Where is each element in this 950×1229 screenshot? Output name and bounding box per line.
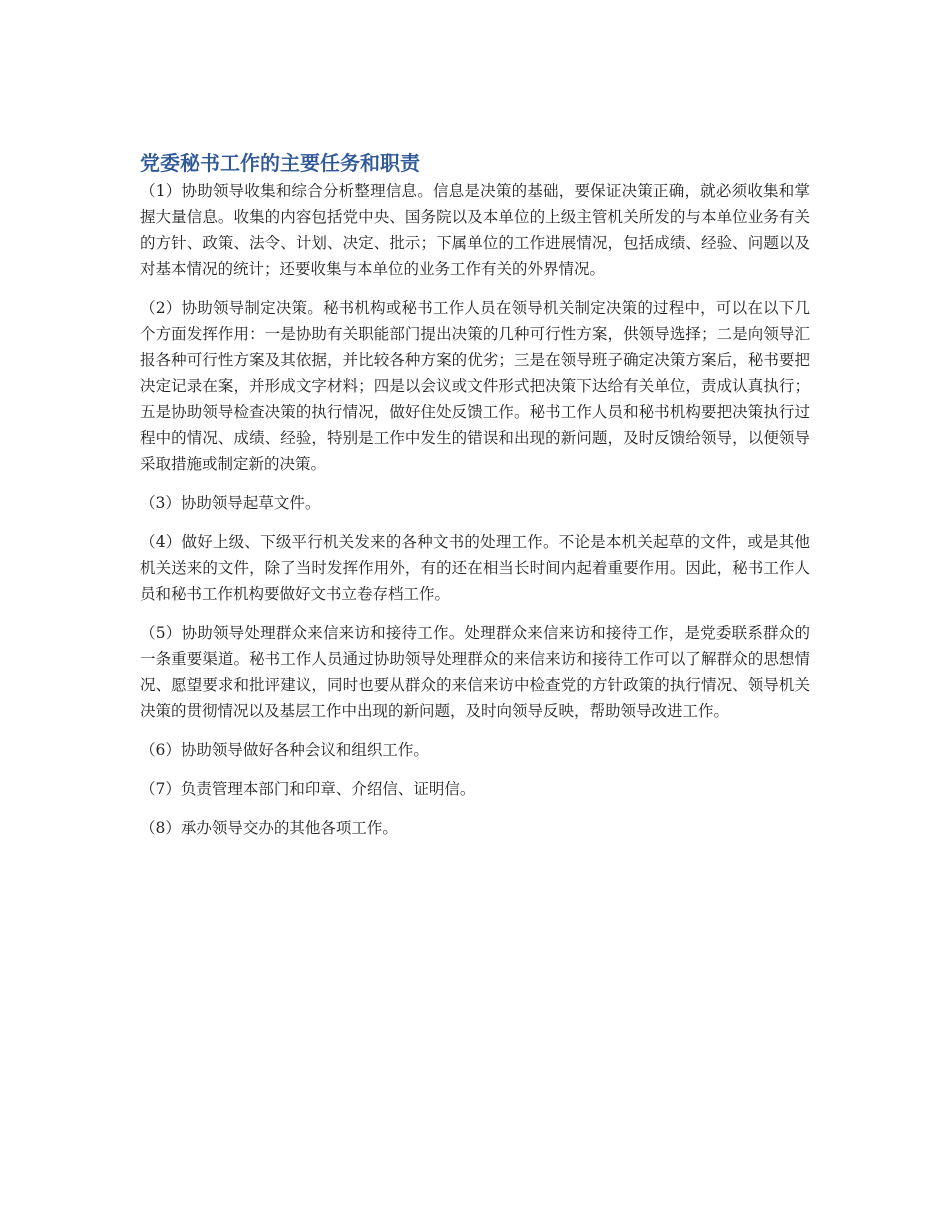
paragraph-2: （2）协助领导制定决策。秘书机构或秘书工作人员在领导机关制定决策的过程中，可以在以下几个方面发挥作用：一是协助有关职能部门提出决策的几种可行性方案，供领导选择；二是向领导汇报各种可行性方案及其依据，并比较各种方案的优劣；三是在领导班子确定决策方案后，秘书要把决定记录在案，并形成文字材料；四是以会议或文件形式把决策下达给有关单位，责成认真执行；五是协助领导检查决策的执行情况，做好住处反馈工作。秘书工作人员和秘书机构要把决策执行过程中的情况、成绩、经验，特别是工作中发生的错误和出现的新问题，及时反馈给领导，以便领导采取措施或制定新的决策。 — [140, 299, 810, 473]
paragraph-7: （7）负责管理本部门和印章、介绍信、证明信。 — [140, 780, 476, 798]
paragraph-1: （1）协助领导收集和综合分析整理信息。信息是决策的基础，要保证决策正确，就必须收集和掌握大量信息。收集的内容包括党中央、国务院以及本单位的上级主管机关所发的与本单位业务有关的方针、政策、法令、计划、决定、批示；下属单位的工作进展情况，包括成绩、经验、问题以及对基本情况的统计；还要收集与本单位的业务工作有关的外界情况。 — [140, 182, 810, 278]
document-title: 党委秘书工作的主要任务和职责 — [140, 151, 420, 175]
paragraph-8: （8）承办领导交办的其他各项工作。 — [140, 819, 398, 837]
paragraph-5: （5）协助领导处理群众来信来访和接待工作。处理群众来信来访和接待工作，是党委联系群众的一条重要渠道。秘书工作人员通过协助领导处理群众的来信来访和接待工作可以了解群众的思想情况、愿望要求和批评建议，同时也要从群众的来信来访中检查党的方针政策的执行情况、领导机关决策的贯彻情况以及基层工作中出现的新问题，及时向领导反映，帮助领导改进工作。 — [140, 624, 810, 720]
paragraph-3: （3）协助领导起草文件。 — [140, 494, 321, 512]
document-page — [140, 148, 810, 854]
paragraph-4: （4）做好上级、下级平行机关发来的各种文书的处理工作。不论是本机关起草的文件，或是其他机关送来的文件，除了当时发挥作用外，有的还在相当长时间内起着重要作用。因此，秘书工作人员和秘书工作机构要做好文书立卷存档工作。 — [140, 533, 810, 603]
paragraph-6: （6）协助领导做好各种会议和组织工作。 — [140, 741, 429, 759]
